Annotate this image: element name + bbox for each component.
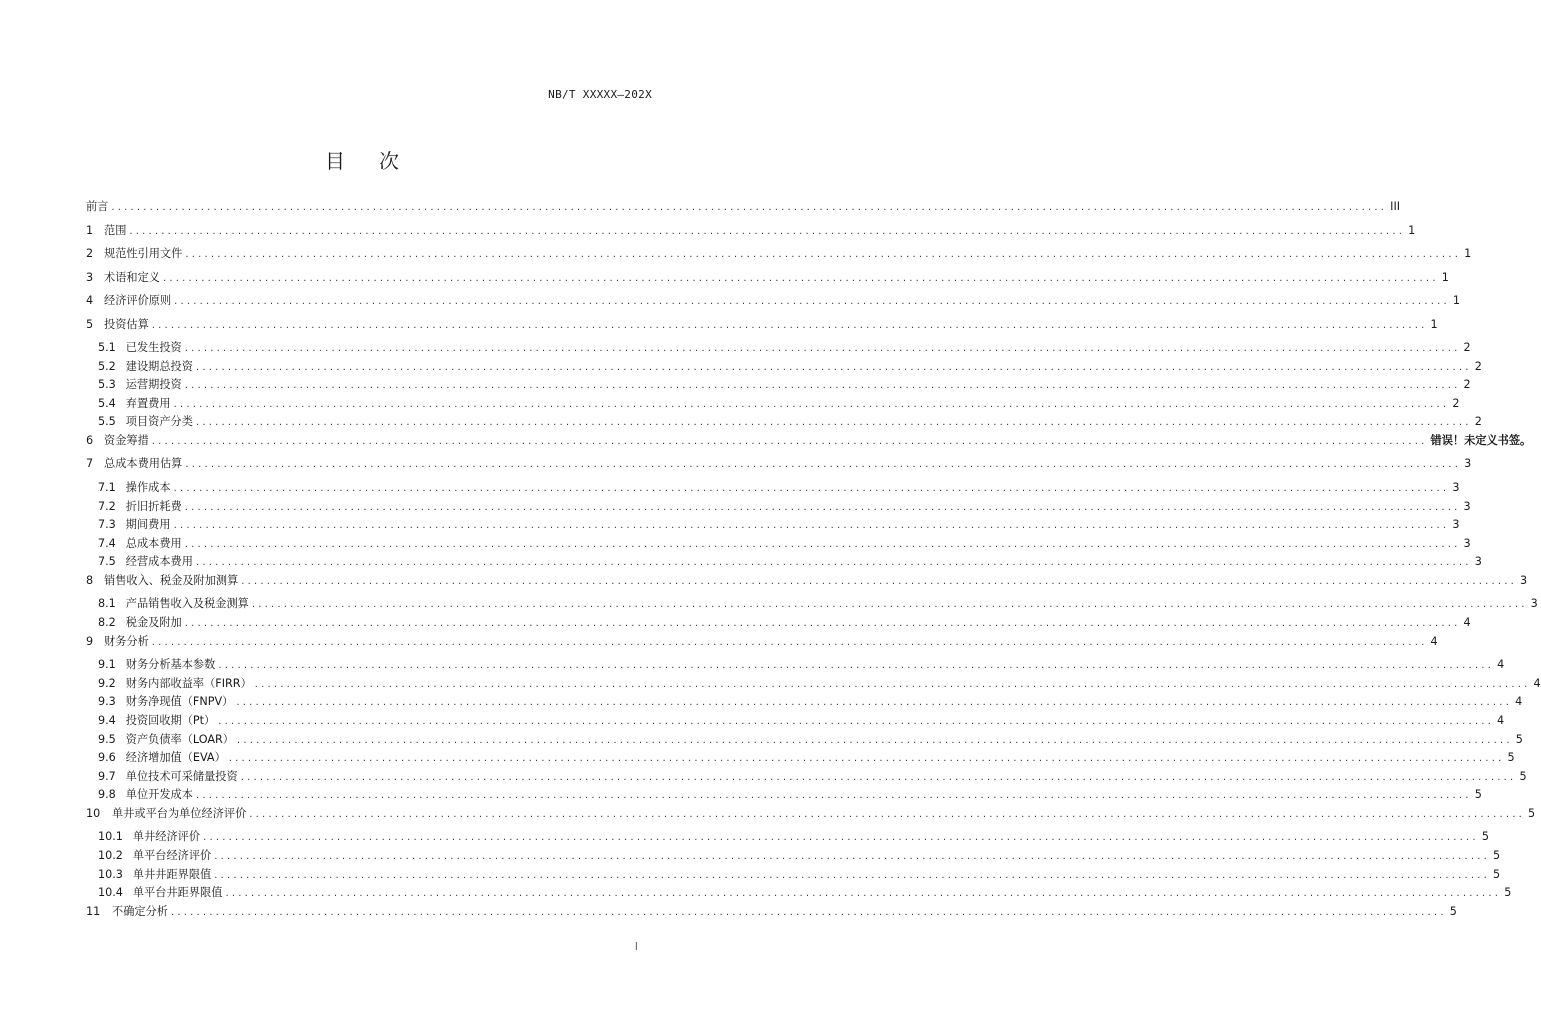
toc-leader-dots: ........................................................................................................................................................................................................ xyxy=(236,734,1513,746)
toc-leader-dots: ........................................................................................................................................................................................................ xyxy=(249,808,1526,820)
toc-entry-number: 7.3 xyxy=(98,518,116,532)
toc-entry-label: 运营期投资 xyxy=(125,378,182,392)
toc-entry-page: 4 xyxy=(1463,616,1471,630)
toc-leader-dots: ........................................................................................................................................................................................................ xyxy=(184,618,1461,630)
toc-entry-number: 5.5 xyxy=(98,415,116,429)
toc-entry[interactable] xyxy=(86,222,1416,246)
toc-leader-dots: ........................................................................................................................................................................................................ xyxy=(214,869,1490,881)
toc-entry-number: 9.2 xyxy=(98,676,116,690)
toc-entry-number: 8 xyxy=(86,573,94,587)
toc-entry-number: 7.1 xyxy=(98,480,116,494)
toc-entry-label: 单位开发成本 xyxy=(125,788,193,802)
toc-leader-dots: ........................................................................................................................................................................................................ xyxy=(218,660,1495,672)
toc-entry-page: 4 xyxy=(1497,713,1505,727)
toc-leader-dots: ........................................................................................................................................................................................................ xyxy=(241,575,1518,587)
toc-leader-dots: ........................................................................................................................................................................................................ xyxy=(129,225,1406,237)
toc-leader-dots: ........................................................................................................................................................................................................ xyxy=(228,753,1505,765)
toc-entry-label: 财务净现值（FNPV） xyxy=(125,695,234,709)
toc-entry[interactable] xyxy=(86,269,1449,293)
toc-entry-label: 建设期总投资 xyxy=(125,359,193,373)
toc-entry-page: 4 xyxy=(1533,676,1541,690)
toc-entry-page: III xyxy=(1390,200,1401,213)
toc-entry-label: 经济增加值（EVA） xyxy=(125,751,226,765)
toc-entry[interactable] xyxy=(86,712,1505,731)
toc-entry[interactable] xyxy=(86,656,1505,675)
toc-entry[interactable] xyxy=(86,749,1515,768)
toc-entry[interactable] xyxy=(86,198,1401,222)
toc-entry-page: 2 xyxy=(1463,341,1471,354)
toc-leader-dots: ........................................................................................................................................................................................................ xyxy=(184,380,1461,392)
toc-entry-page: 5 xyxy=(1528,806,1536,820)
toc-leader-dots: ........................................................................................................................................................................................................ xyxy=(195,417,1472,429)
toc-entry-number: 9.6 xyxy=(98,751,116,765)
toc-entry[interactable] xyxy=(86,828,1489,847)
toc-entry-number: 9.5 xyxy=(98,732,116,746)
toc-entry-number: 9.4 xyxy=(98,713,116,727)
toc-entry-label: 前言 xyxy=(86,200,109,213)
toc-entry-label: 弃置费用 xyxy=(125,396,171,410)
toc-entry[interactable] xyxy=(86,516,1460,535)
toc-entry-number: 8.2 xyxy=(98,616,116,630)
toc-entry-page: 5 xyxy=(1493,848,1501,862)
toc-leader-dots: ........................................................................................................................................................................................................ xyxy=(195,361,1472,373)
toc-entry-label: 经济评价原则 xyxy=(104,294,172,307)
toc-entry[interactable] xyxy=(86,805,1536,829)
toc-entry-label: 总成本费用估算 xyxy=(104,457,183,471)
toc-entry[interactable] xyxy=(86,455,1472,479)
toc-entry-number: 10.4 xyxy=(98,886,123,900)
toc-entry-page: 5 xyxy=(1493,867,1501,881)
standard-code: NB/T XXXXX—202X xyxy=(548,88,652,101)
toc-entry-number: 3 xyxy=(86,270,94,284)
toc-entry-label: 单位技术可采储量投资 xyxy=(125,769,238,783)
toc-entry-label: 单井井距界限值 xyxy=(132,867,212,881)
toc-entry-page: 3 xyxy=(1474,555,1482,569)
toc-entry-number: 5.1 xyxy=(98,341,116,354)
toc-entry-label: 规范性引用文件 xyxy=(104,247,183,260)
toc-entry-page: 5 xyxy=(1449,904,1457,918)
toc-entry-label: 财务分析基本参数 xyxy=(125,658,216,672)
toc-entry-page: 5 xyxy=(1515,732,1523,746)
toc-leader-dots: ........................................................................................................................................................................................................ xyxy=(240,771,1517,783)
toc-leader-dots: ........................................................................................................................................................................................................ xyxy=(173,482,1450,494)
toc-leader-dots: ........................................................................................................................................................................................................ xyxy=(225,888,1502,900)
toc-entry-label: 资金筹措 xyxy=(104,433,149,447)
toc-entry-number: 5.2 xyxy=(98,359,116,373)
toc-entry-label: 产品销售收入及税金测算 xyxy=(125,597,249,611)
toc-entry[interactable] xyxy=(86,633,1438,657)
toc-leader-dots: ........................................................................................................................................................................................................ xyxy=(185,249,1462,260)
toc-leader-dots: ........................................................................................................................................................................................................ xyxy=(170,906,1447,918)
toc-entry-number: 10.2 xyxy=(98,848,123,862)
toc-entry-number: 10.3 xyxy=(98,867,123,881)
toc-entry[interactable] xyxy=(86,693,1523,712)
toc-entry-number: 7.5 xyxy=(98,555,116,569)
toc-entry-label: 不确定分析 xyxy=(112,904,168,918)
toc-entry[interactable] xyxy=(86,731,1523,750)
toc-entry-number: 10 xyxy=(86,806,101,820)
toc-entry[interactable] xyxy=(86,786,1482,805)
toc-entry-label: 单井经济评价 xyxy=(132,830,201,844)
toc-entry-page: 2 xyxy=(1474,415,1482,429)
toc-entry-number: 9.1 xyxy=(98,658,116,672)
toc-entry-label: 单井或平台为单位经济评价 xyxy=(112,806,247,820)
toc-entry-page: 3 xyxy=(1452,480,1460,494)
toc-entry-number: 9.8 xyxy=(98,788,116,802)
toc-entry-label: 经营成本费用 xyxy=(125,555,193,569)
toc-entry-page: 5 xyxy=(1481,830,1489,844)
toc-entry-page: 3 xyxy=(1452,518,1460,532)
toc-leader-dots: ........................................................................................................................................................................................................ xyxy=(173,520,1450,532)
toc-entry-page: 5 xyxy=(1474,788,1482,802)
toc-entry-number: 9.7 xyxy=(98,769,116,783)
toc-entry-page: 1 xyxy=(1430,317,1438,331)
toc-leader-dots: ........................................................................................................................................................................................................ xyxy=(184,501,1461,513)
toc-entry-number: 2 xyxy=(86,247,94,260)
table-of-contents xyxy=(86,198,1541,926)
toc-entry-page: 2 xyxy=(1463,378,1471,392)
toc-entry-number: 5.3 xyxy=(98,378,116,392)
toc-entry-label: 折旧折耗费 xyxy=(125,499,182,513)
toc-leader-dots: ........................................................................................................................................................................................................ xyxy=(184,343,1461,354)
toc-entry-number: 1 xyxy=(86,223,94,237)
toc-entry-label: 项目资产分类 xyxy=(125,415,193,429)
toc-entry[interactable] xyxy=(86,498,1471,517)
toc-entry[interactable] xyxy=(86,339,1471,358)
toc-entry-label: 销售收入、税金及附加测算 xyxy=(104,573,239,587)
toc-entry-number: 4 xyxy=(86,294,94,307)
toc-leader-dots: ........................................................................................................................................................................................................ xyxy=(162,272,1439,284)
toc-entry-number: 6 xyxy=(86,433,94,447)
toc-entry-label: 术语和定义 xyxy=(104,270,160,284)
toc-entry[interactable] xyxy=(86,884,1512,903)
toc-entry[interactable] xyxy=(86,376,1471,395)
toc-entry-label: 操作成本 xyxy=(125,480,171,494)
toc-entry[interactable] xyxy=(86,432,1532,456)
toc-entry-label: 资产负债率（LOAR） xyxy=(125,732,234,746)
toc-entry-page: 3 xyxy=(1530,597,1538,611)
toc-entry-label: 投资回收期（Pt） xyxy=(125,713,216,727)
toc-leader-dots: ........................................................................................................................................................................................................ xyxy=(236,697,1513,709)
toc-leader-dots: ........................................................................................................................................................................................................ xyxy=(218,715,1494,727)
toc-entry[interactable] xyxy=(86,292,1461,316)
toc-leader-dots: ........................................................................................................................................................................................................ xyxy=(151,435,1428,447)
toc-entry[interactable] xyxy=(86,479,1460,498)
toc-leader-dots: ........................................................................................................................................................................................................ xyxy=(254,678,1531,690)
toc-entry-page: 1 xyxy=(1452,294,1461,307)
toc-entry-page: 3 xyxy=(1464,457,1472,471)
toc-entry[interactable] xyxy=(86,358,1482,377)
toc-entry-label: 单平台井距界限值 xyxy=(132,886,223,900)
toc-entry-page: 4 xyxy=(1497,658,1505,672)
toc-leader-dots: ........................................................................................................................................................................................................ xyxy=(195,790,1472,802)
toc-leader-dots: ........................................................................................................................................................................................................ xyxy=(111,202,1388,213)
page-title: 目次 xyxy=(325,149,433,173)
toc-leader-dots: ........................................................................................................................................................................................................ xyxy=(173,398,1450,410)
toc-entry[interactable] xyxy=(86,614,1471,633)
toc-entry-label: 财务内部收益率（FIRR） xyxy=(125,676,252,690)
toc-leader-dots: ........................................................................................................................................................................................................ xyxy=(251,599,1528,611)
toc-entry[interactable] xyxy=(86,572,1528,596)
toc-leader-dots: ........................................................................................................................................................................................................ xyxy=(214,850,1490,862)
toc-leader-dots: ........................................................................................................................................................................................................ xyxy=(151,319,1428,331)
toc-entry-label: 财务分析 xyxy=(104,634,149,648)
toc-entry-page: 错误！未定义书签。 xyxy=(1430,433,1532,447)
toc-entry-number: 11 xyxy=(86,904,101,918)
toc-entry-page: 3 xyxy=(1520,573,1528,587)
toc-leader-dots: ........................................................................................................................................................................................................ xyxy=(203,832,1479,844)
page-number: I xyxy=(634,940,638,953)
toc-entry[interactable] xyxy=(86,595,1538,614)
toc-leader-dots: ........................................................................................................................................................................................................ xyxy=(151,636,1428,648)
toc-entry[interactable] xyxy=(86,395,1460,414)
toc-entry-number: 7.4 xyxy=(98,536,116,550)
toc-entry-number: 7 xyxy=(86,457,94,471)
toc-entry-number: 8.1 xyxy=(98,597,116,611)
toc-entry-number: 5 xyxy=(86,317,94,331)
toc-entry[interactable] xyxy=(86,553,1482,572)
toc-entry-page: 5 xyxy=(1519,769,1527,783)
toc-leader-dots: ........................................................................................................................................................................................................ xyxy=(174,296,1450,307)
toc-entry-page: 2 xyxy=(1452,396,1460,410)
toc-entry[interactable] xyxy=(86,768,1527,787)
toc-entry[interactable] xyxy=(86,847,1501,866)
toc-entry[interactable] xyxy=(86,413,1482,432)
toc-entry-number: 9.3 xyxy=(98,695,116,709)
toc-entry[interactable] xyxy=(86,245,1472,269)
toc-leader-dots: ........................................................................................................................................................................................................ xyxy=(195,557,1472,569)
toc-entry[interactable] xyxy=(86,866,1501,885)
toc-entry[interactable] xyxy=(86,903,1457,927)
toc-entry-label: 投资估算 xyxy=(104,317,149,331)
toc-entry-label: 税金及附加 xyxy=(125,616,182,630)
toc-entry-number: 7.2 xyxy=(98,499,116,513)
toc-entry-page: 3 xyxy=(1463,499,1471,513)
toc-entry[interactable] xyxy=(86,675,1541,694)
toc-entry-label: 期间费用 xyxy=(125,518,171,532)
toc-entry-label: 范围 xyxy=(104,223,127,237)
toc-entry-page: 3 xyxy=(1463,536,1471,550)
toc-entry-page: 1 xyxy=(1408,223,1416,237)
toc-entry-number: 9 xyxy=(86,634,94,648)
toc-entry-number: 10.1 xyxy=(98,830,123,844)
toc-entry-label: 已发生投资 xyxy=(125,341,182,354)
toc-entry-label: 单平台经济评价 xyxy=(132,848,212,862)
toc-entry[interactable] xyxy=(86,316,1438,340)
toc-entry-page: 2 xyxy=(1474,359,1482,373)
toc-leader-dots: ........................................................................................................................................................................................................ xyxy=(185,459,1462,471)
toc-entry-page: 5 xyxy=(1504,886,1512,900)
toc-entry-page: 1 xyxy=(1464,247,1472,260)
toc-entry-page: 4 xyxy=(1430,634,1438,648)
toc-entry-label: 总成本费用 xyxy=(125,536,182,550)
toc-entry-number: 5.4 xyxy=(98,396,116,410)
toc-entry[interactable] xyxy=(86,535,1471,554)
toc-entry-page: 4 xyxy=(1515,695,1523,709)
toc-leader-dots: ........................................................................................................................................................................................................ xyxy=(184,538,1461,550)
toc-entry-page: 1 xyxy=(1441,270,1449,284)
toc-entry-page: 5 xyxy=(1507,751,1515,765)
